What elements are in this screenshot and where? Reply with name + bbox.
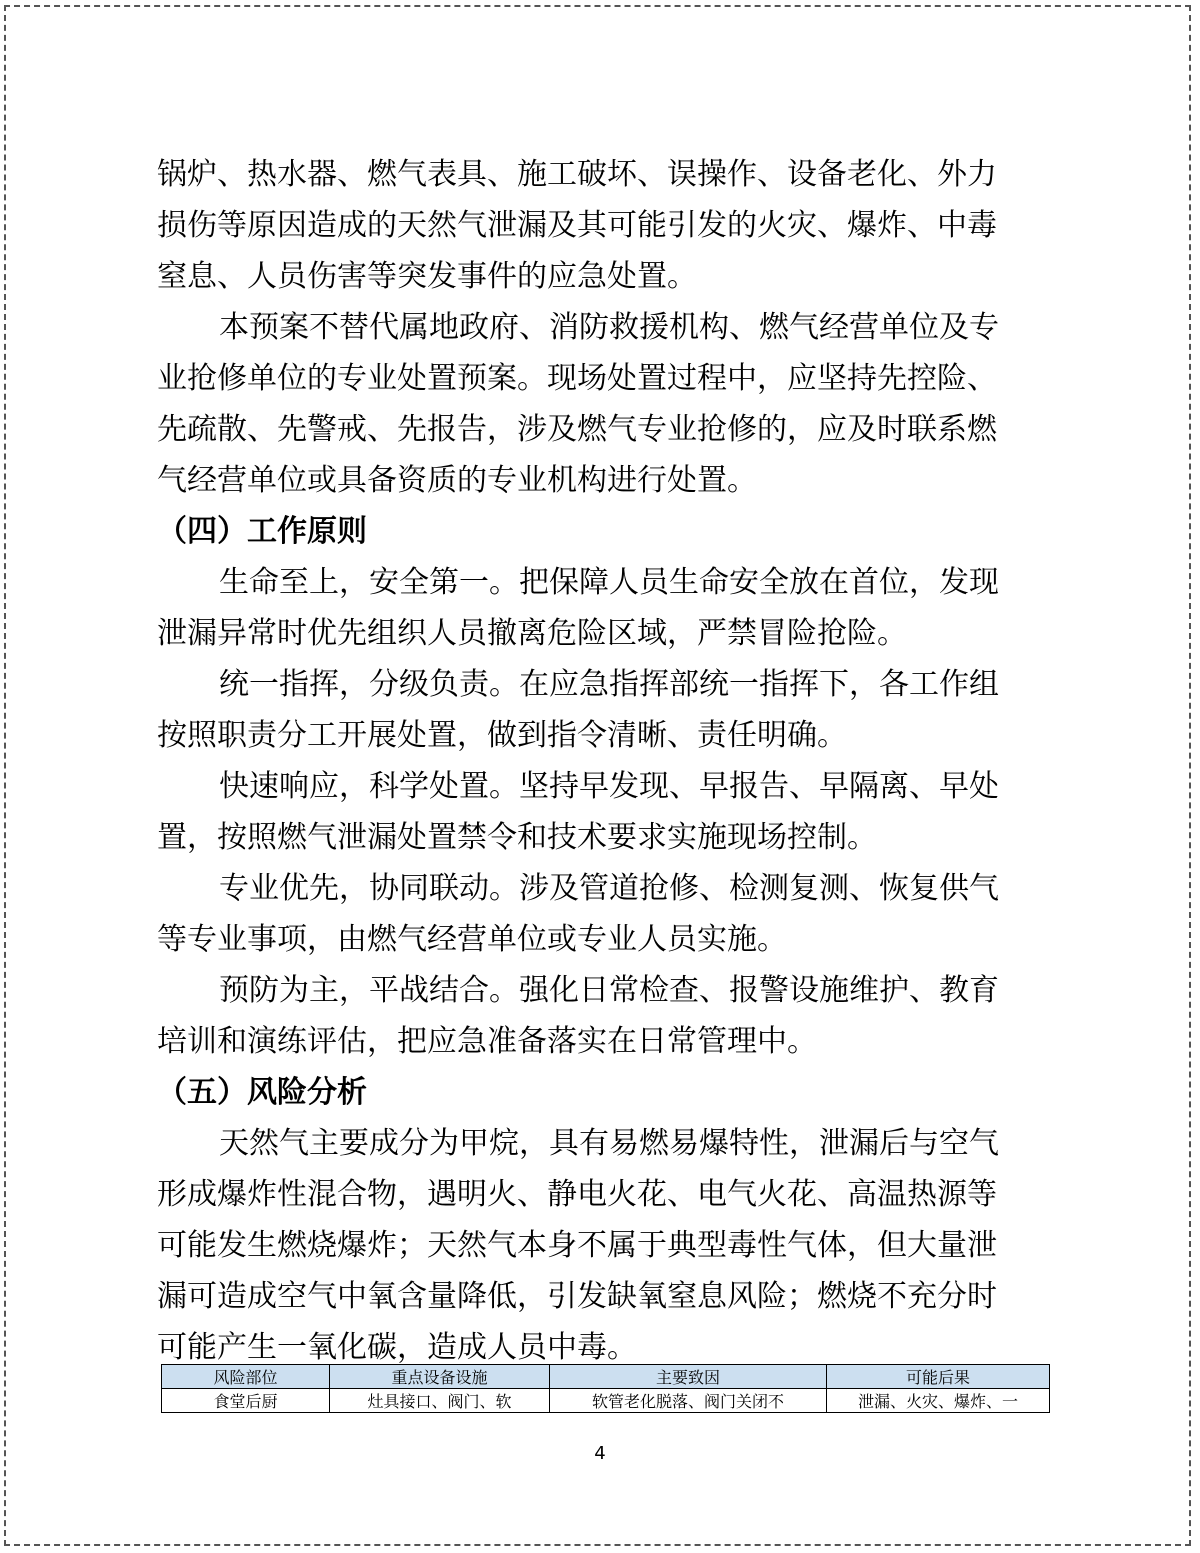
table-cell: 食堂后厨 (162, 1389, 330, 1413)
section-heading: （五）风险分析 (157, 1075, 367, 1110)
table-row (162, 1389, 1050, 1413)
text-line: 置，按照燃气泄漏处置禁令和技术要求实施现场控制。 (157, 820, 877, 855)
text-line: 预防为主，平战结合。强化日常检查、报警设施维护、教育 (219, 973, 999, 1008)
text-line: 漏可造成空气中氧含量降低，引发缺氧窒息风险；燃烧不充分时 (157, 1279, 997, 1314)
text-line: 形成爆炸性混合物，遇明火、静电火花、电气火花、高温热源等 (157, 1177, 997, 1212)
table-cell: 软管老化脱落、阀门关闭不 (550, 1389, 827, 1413)
text-line: 天然气主要成分为甲烷，具有易燃易爆特性，泄漏后与空气 (219, 1126, 999, 1161)
text-line: 专业优先，协同联动。涉及管道抢修、检测复测、恢复供气 (219, 871, 999, 906)
page-number: 4 (594, 1443, 606, 1464)
header-risk-location: 风险部位 (162, 1365, 330, 1389)
text-line: 本预案不替代属地政府、消防救援机构、燃气经营单位及专 (219, 310, 999, 345)
table-cell: 灶具接口、阀门、软 (330, 1389, 550, 1413)
section-heading: （四）工作原则 (157, 514, 367, 549)
text-line: 先疏散、先警戒、先报告，涉及燃气专业抢修的，应及时联系燃 (157, 412, 997, 447)
text-line: 业抢修单位的专业处置预案。现场处置过程中，应坚持先控险、 (157, 361, 997, 396)
text-line: 生命至上，安全第一。把保障人员生命安全放在首位，发现 (219, 565, 999, 600)
table-header-row (162, 1365, 1050, 1389)
text-line: 按照职责分工开展处置，做到指令清晰、责任明确。 (157, 718, 847, 753)
text-line: 气经营单位或具备资质的专业机构进行处置。 (157, 463, 757, 498)
text-line: 锅炉、热水器、燃气表具、施工破坏、误操作、设备老化、外力 (157, 157, 997, 192)
text-line: 损伤等原因造成的天然气泄漏及其可能引发的火灾、爆炸、中毒 (157, 208, 997, 243)
text-line: 可能发生燃烧爆炸；天然气本身不属于典型毒性气体，但大量泄 (157, 1228, 997, 1263)
text-line: 泄漏异常时优先组织人员撤离危险区域，严禁冒险抢险。 (157, 616, 907, 651)
table-cell: 泄漏、火灾、爆炸、一 (827, 1389, 1050, 1413)
risk-table-container (161, 1364, 1049, 1413)
document-body (157, 149, 1037, 1373)
text-line: 可能产生一氧化碳，造成人员中毒。 (157, 1330, 637, 1365)
header-main-cause: 主要致因 (550, 1365, 827, 1389)
text-line: 快速响应，科学处置。坚持早发现、早报告、早隔离、早处 (219, 769, 999, 804)
text-line: 统一指挥，分级负责。在应急指挥部统一指挥下，各工作组 (219, 667, 999, 702)
risk-analysis-table (161, 1364, 1050, 1413)
header-possible-consequence: 可能后果 (827, 1365, 1050, 1389)
text-line: 培训和演练评估，把应急准备落实在日常管理中。 (157, 1024, 817, 1059)
text-line: 窒息、人员伤害等突发事件的应急处置。 (157, 259, 697, 294)
text-line: 等专业事项，由燃气经营单位或专业人员实施。 (157, 922, 787, 957)
header-key-equipment: 重点设备设施 (330, 1365, 550, 1389)
